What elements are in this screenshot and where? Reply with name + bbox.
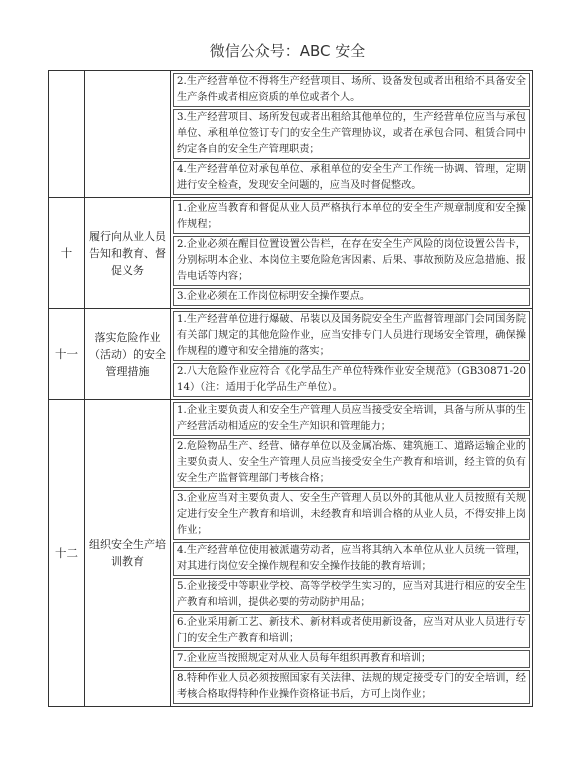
inspection-item: 落实危险作业（活动）的安全管理措施 <box>85 309 171 400</box>
requirement-paragraph: 1.企业应当教育和督促从业人员严格执行本单位的安全生产规章制度和安全操作规程； <box>173 200 530 234</box>
inspection-item: 履行向从业人员告知和教育、督促义务 <box>85 198 171 309</box>
requirement-paragraph: 4.生产经营单位对承包单位、承租单位的安全生产工作统一协调、管理，定期进行安全检查，发现安全问题的，应当及时督促整改。 <box>173 161 530 195</box>
safety-checklist-table <box>48 70 533 707</box>
requirement-paragraph: 4.生产经营单位使用被派遣劳动者，应当将其纳入本单位从业人员统一管理，对其进行岗位安全操作规程和安全操作技能的教育培训； <box>173 542 530 576</box>
table-row <box>49 309 533 400</box>
requirements-cell <box>171 198 533 309</box>
requirement-paragraph: 2.八大危险作业应符合《化学品生产单位特殊作业安全规范》（GB30871-2014）（注：适用于化学品生产单位）。 <box>173 363 530 397</box>
row-number <box>49 71 85 198</box>
requirement-paragraph: 1.生产经营单位进行爆破、吊装以及国务院安全生产监督管理部门会同国务院有关部门规定的其他危险作业，应当安排专门人员进行现场安全管理，确保操作规程的遵守和安全措施的落实； <box>173 311 530 361</box>
requirement-paragraph: 2.生产经营单位不得将生产经营项目、场所、设备发包或者出租给不具备安全生产条件或者相应资质的单位或者个人。 <box>173 73 530 107</box>
requirement-paragraph: 2.企业必须在醒目位置设置公告栏，在存在安全生产风险的岗位设置公告卡，分别标明本企业、本岗位主要危险危害因素、后果、事故预防及应急措施、报告电话等内容； <box>173 236 530 286</box>
requirements-cell <box>171 309 533 400</box>
requirements-cell <box>171 400 533 707</box>
row-number: 十二 <box>49 400 85 707</box>
table-row <box>49 198 533 309</box>
requirement-paragraph: 3.生产经营项目、场所发包或者出租给其他单位的，生产经营单位应当与承包单位、承租单位签订专门的安全生产管理协议，或者在承包合同、租赁合同中约定各自的安全生产管理职责； <box>173 109 530 159</box>
requirements-cell <box>171 71 533 198</box>
requirement-paragraph: 7.企业应当按照规定对从业人员每年组织再教育和培训； <box>173 650 530 668</box>
table-row <box>49 400 533 707</box>
requirement-paragraph: 1.企业主要负责人和安全生产管理人员应当接受安全培训，具备与所从事的生产经营活动相适应的安全生产知识和管理能力； <box>173 402 530 436</box>
requirement-paragraph: 8.特种作业人员必须按照国家有关法律、法规的规定接受专门的安全培训，经考核合格取得特种作业操作资格证书后，方可上岗作业； <box>173 670 530 704</box>
page-header: 微信公众号：ABC 安全 <box>209 42 366 60</box>
row-number: 十 <box>49 198 85 309</box>
requirement-paragraph: 3.企业必须在工作岗位标明安全操作要点。 <box>173 288 530 306</box>
row-number: 十一 <box>49 309 85 400</box>
inspection-item <box>85 71 171 198</box>
inspection-item: 组织安全生产培训教育 <box>85 400 171 707</box>
requirement-paragraph: 3.企业应当对主要负责人、安全生产管理人员以外的其他从业人员按照有关规定进行安全生产教育和培训，未经教育和培训合格的从业人员，不得安排上岗作业； <box>173 490 530 540</box>
requirement-paragraph: 5.企业接受中等职业学校、高等学校学生实习的，应当对其进行相应的安全生产教育和培训，提供必要的劳动防护用品； <box>173 578 530 612</box>
requirement-paragraph: 2.危险物品生产、经营、储存单位以及金属冶炼、建筑施工、道路运输企业的主要负责人、安全生产管理人员应当接受安全生产教育和培训，经主管的负有安全生产监督管理部门考核合格； <box>173 438 530 488</box>
table-row <box>49 71 533 198</box>
requirement-paragraph: 6.企业采用新工艺、新技术、新材料或者使用新设备，应当对从业人员进行专门的安全生产教育和培训； <box>173 614 530 648</box>
